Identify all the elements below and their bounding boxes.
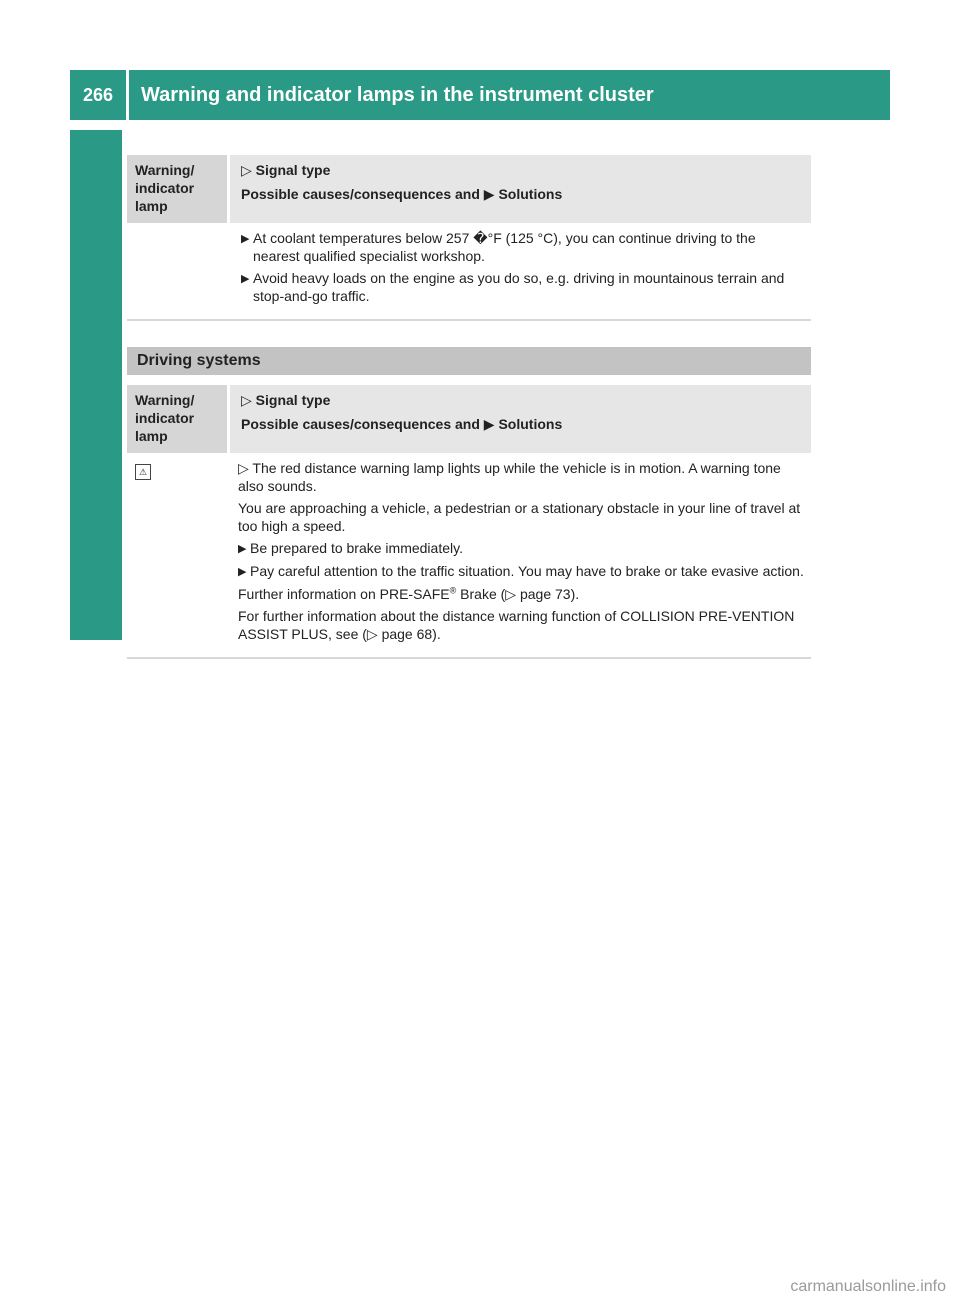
header-signal-col: ▷ Signal type Possible causes/consequences and ▶ Solutions	[230, 155, 811, 223]
table-continued	[127, 155, 811, 321]
sidebar-label: On-board computer and displays	[97, 342, 118, 640]
bullet-arrow-icon: ▶	[241, 233, 250, 245]
section-title: Driving systems	[127, 347, 811, 375]
distance-warning-icon: ⚠	[135, 464, 151, 480]
page-ref-icon: ▷	[366, 626, 378, 642]
bullet-arrow-icon: ▶	[241, 273, 250, 285]
list-item: ▶ Be prepared to brake immediately.	[238, 540, 463, 556]
watermark: carmanualsonline.info	[790, 1278, 946, 1295]
bullet-arrow-icon: ▶	[238, 566, 247, 578]
cross-reference: Further information on PRE-SAFE® Brake (▷ page 73).	[238, 585, 580, 602]
header-signal-col: ▷ Signal type Possible causes/consequences and ▶ Solutions	[230, 385, 811, 453]
bullet-arrow-icon: ▶	[238, 543, 247, 555]
solution-arrow-icon: ▶	[483, 186, 495, 202]
header-lamp-col: Warning/ indicator lamp	[127, 385, 227, 453]
table-row: ⚠ ▷ The red distance warning lamp lights up while the vehicle is in motion. A warning tone also sounds. You are approaching a vehicle, a pedestrian or a stationary obstacle in your line of travel at too high a speed. ▶ Be prepared to brake immediately. ▶ Pay careful attention to the traffic situation. You may have to brake or take evasive action. Further information on PRE-SAFE® Brake (▷ page 73). For further information about the distance warning function of COLLISION PRE-VENTION ASSIST PLUS, see (▷ page 68).	[127, 453, 811, 659]
page-number: 266	[70, 70, 126, 120]
list-item: ▶ Avoid heavy loads on the engine as you do so, e.g. driving in mountainous terrain and stop-and-go traffic.	[241, 270, 785, 304]
signal-type-icon: ▷	[241, 162, 252, 178]
table-driving-systems	[127, 385, 811, 659]
page-title: Warning and indicator lamps in the instrument cluster	[129, 70, 890, 120]
signal-type-icon: ▷	[241, 392, 252, 408]
signal-type-icon: ▷	[238, 460, 249, 476]
page-link[interactable]: page 68).	[381, 626, 441, 642]
list-item: ▶ At coolant temperatures below 257 �°F (125 °C), you can continue driving to the nearest qualified specialist workshop.	[241, 230, 756, 264]
cross-reference: For further information about the distance warning function of COLLISION PRE-VENTION ASSIST PLUS, see (▷ page 68).	[238, 608, 795, 642]
table-header	[127, 155, 811, 223]
table-header	[127, 385, 811, 453]
page-link[interactable]: page 73).	[519, 586, 580, 602]
list-item: ▶ Pay careful attention to the traffic situation. You may have to brake or take evasive action.	[238, 563, 804, 579]
page-ref-icon: ▷	[505, 586, 517, 602]
solution-arrow-icon: ▶	[483, 416, 495, 432]
table-row	[127, 223, 811, 321]
header-lamp-col: Warning/ indicator lamp	[127, 155, 227, 223]
